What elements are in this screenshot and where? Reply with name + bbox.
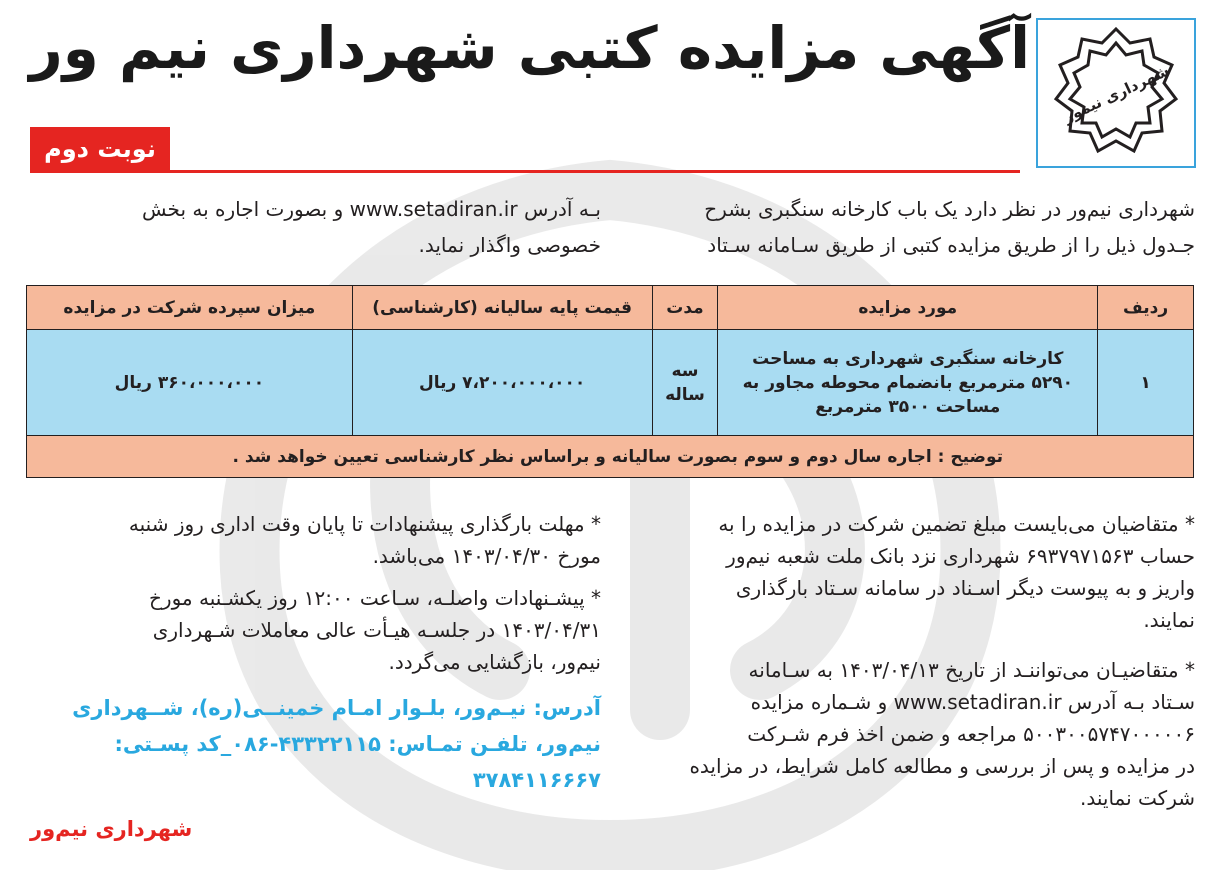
- municipality-logo: [1036, 18, 1196, 168]
- municipality-seal-icon: [1038, 20, 1194, 166]
- table-note-row: [27, 436, 1194, 478]
- table-note: توضیح : اجاره سال دوم و سوم بصورت سالیانه و براساس نظر کارشناسی تعیین خواهد شد .: [27, 436, 1194, 478]
- address-line: ۳۷۸۴۱۱۶۶۶۷: [472, 768, 601, 792]
- left-p2-line: نیم‌ور، بازگشایی می‌گردد.: [388, 650, 601, 674]
- right-p1-line: * متقاضیان می‌بایست مبلغ تضمین شرکت در مزایده را به: [718, 512, 1195, 536]
- right-p2-line: ۵۰۰۳۰۰۵۷۴۷۰۰۰۰۰۶ مراجعه و ضمن اخذ فرم شـرکت: [747, 722, 1195, 746]
- header-index: ردیف: [1098, 286, 1194, 330]
- right-p1-line: واریز و به پیوست دیگر اسـناد در سامانه سـتاد بارگذاری: [735, 576, 1195, 600]
- row-duration: [652, 330, 718, 436]
- table-row: [27, 330, 1194, 436]
- row-duration-line: سه: [671, 360, 699, 381]
- signature: شهرداری نیم‌ور: [30, 817, 193, 841]
- address-line: نیم‌ور، تلفـن تمـاس: ۴۳۳۲۲۱۱۵-۰۸۶_کد پسـتی:: [114, 732, 601, 756]
- row-base-price: ۷،۲۰۰،۰۰۰،۰۰۰ ریال: [352, 330, 652, 436]
- intro-right-line-2: جـدول ذیل را از طریق مزایده کتبی از طریق سـامانه سـتاد: [707, 233, 1195, 257]
- right-p2-line: در مزایده و پس از بررسی و مطالعه کامل شرایط، در مزایده: [689, 754, 1195, 778]
- auction-table: [26, 285, 1194, 478]
- page-title: آگهی مزایده کتبی شهرداری نیم ور: [29, 14, 1030, 82]
- row-index: ۱: [1098, 330, 1194, 436]
- right-p2-line: سـتاد بـه آدرس www.setadiran.ir و شـماره مزایده: [750, 690, 1195, 714]
- svg-text:شهرداری نیمور: شهرداری نیمور: [1060, 61, 1173, 127]
- header-base-price: قیمت پایه سالیانه (کارشناسی): [352, 286, 652, 330]
- divider: [30, 170, 1020, 173]
- left-p2-line: * پیشـنهادات واصلـه، سـاعت ۱۲:۰۰ روز یکشـنبه مورخ: [149, 586, 601, 610]
- left-p1-line: * مهلت بارگذاری پیشنهادات تا پایان وقت اداری روز شنبه: [128, 512, 601, 536]
- right-p1-line: حساب ۶۹۳۷۹۷۱۵۶۳ شهرداری نزد بانک ملت شعبه نیم‌ور: [726, 544, 1195, 568]
- header-duration: مدت: [652, 286, 718, 330]
- round-badge: نوبت دوم: [30, 127, 170, 171]
- row-deposit: ۳۶۰،۰۰۰،۰۰۰ ریال: [27, 330, 353, 436]
- intro-left-line-1: بـه آدرس www.setadiran.ir و بصورت اجاره به بخش: [142, 197, 601, 221]
- header-deposit: میزان سپرده شرکت در مزایده: [27, 286, 353, 330]
- address-line: آدرس: نیـم‌ور، بلـوار امـام خمینــی(ره)، شــهرداری: [72, 696, 601, 720]
- row-duration-line: ساله: [665, 384, 705, 405]
- row-item-line: کارخانه سنگبری شهرداری به مساحت: [752, 348, 1064, 369]
- right-p1-line: نمایند.: [1143, 608, 1195, 632]
- header-item: مورد مزایده: [718, 286, 1098, 330]
- row-item-line: مساحت ۳۵۰۰ مترمربع: [815, 396, 1001, 417]
- intro-right-line-1: شهرداری نیم‌ور در نظر دارد یک باب کارخانه سنگبری بشرح: [704, 197, 1195, 221]
- left-p2-line: ۱۴۰۳/۰۴/۳۱ در جلسـه هیـأت عالی معاملات شـهرداری: [152, 618, 601, 642]
- intro-left-line-2: خصوصی واگذار نماید.: [418, 233, 601, 257]
- left-p1-line: مورخ ۱۴۰۳/۰۴/۳۰ می‌باشد.: [372, 544, 601, 568]
- right-p2-line: شرکت نمایند.: [1080, 786, 1195, 810]
- row-item: [718, 330, 1098, 436]
- row-item-line: ۵۲۹۰ مترمربع بانضمام محوطه مجاور به: [742, 372, 1073, 393]
- right-p2-line: * متقاضیـان می‌تواننـد از تاریخ ۱۴۰۳/۰۴/۱۳ به سـامانه: [748, 658, 1195, 682]
- table-header-row: [27, 286, 1194, 330]
